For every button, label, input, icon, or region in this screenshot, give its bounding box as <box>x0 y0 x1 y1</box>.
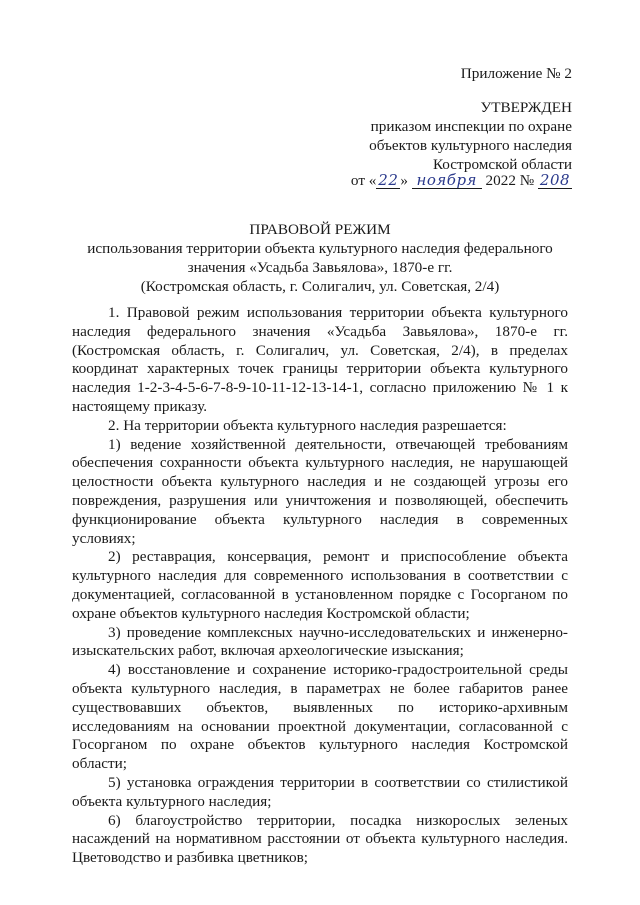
p1-line: наследия федерального значения «Усадьба Завьялова», 1870-е гг. <box>72 322 568 340</box>
item-line: изыскательских работ, включая археологические изыскания; <box>72 642 464 660</box>
list-item-6 <box>72 812 568 868</box>
p2-line: 2. На территории объекта культурного наследия разрешается: <box>108 416 507 434</box>
date-mid: » <box>400 172 408 189</box>
item-line: условиях; <box>72 529 136 547</box>
item-line: 2) реставрация, консервация, ремонт и приспособление объекта <box>108 548 568 566</box>
p1-line: 1. Правовой режим использования территории объекта культурного <box>108 304 568 321</box>
item-line: Госорганом по охране объектов культурного наследия Костромской <box>72 736 568 754</box>
item-line: объекта культурного наследия; <box>72 792 272 810</box>
item-line: функционирование объекта культурного наследия в современных <box>72 510 568 528</box>
approved-label <box>480 98 572 117</box>
date-prefix: от « <box>350 172 377 189</box>
order-number-handwritten: 208 <box>539 171 571 189</box>
item-line: Цветоводство и разбивка цветников; <box>72 849 309 867</box>
p1-line: (Костромская область, г. Солигалич, ул. Советская, 2/4), в пределах <box>72 341 568 359</box>
item-line: исследованиям на основании проектной документации, согласованной с <box>72 717 568 735</box>
item-line: целостности объекта культурного наследия и не создающей угрозы его <box>72 473 568 491</box>
item-line: существовавших объектов, выявленных по историко-архивным <box>72 698 568 716</box>
item-line: 6) благоустройство территории, посадка низкорослых зеленых <box>108 811 568 829</box>
p1-line: наследия 1-2-3-4-5-6-7-8-9-10-11-12-13-14-1, согласно приложению № 1 к <box>72 379 568 397</box>
p1-line: координат характерных точек границы территории объекта культурного <box>72 360 568 378</box>
item-line: документацией, согласованной в установленном порядке с Госорганом по <box>72 585 568 603</box>
item-line: 5) установка ограждения территории в соответствии со стилистикой <box>108 773 568 791</box>
date-month-handwritten: ноября <box>412 172 482 189</box>
list-item-4 <box>72 661 568 774</box>
appendix-label <box>461 64 572 83</box>
item-line: охране объектов культурного наследия Костромской области; <box>72 604 470 622</box>
paragraph-2 <box>72 417 568 436</box>
item-line: 3) проведение комплексных научно-исследовательских и инженерно- <box>108 623 568 641</box>
order-reference <box>369 117 572 174</box>
list-item-2 <box>72 548 568 623</box>
approved-text: УТВЕРЖДЕН <box>480 99 572 116</box>
p1-line: настоящему приказу. <box>72 397 208 415</box>
list-item-1 <box>72 436 568 549</box>
title-line-3: (Костромская область, г. Солигалич, ул. Советская, 2/4) <box>140 278 500 295</box>
paragraph-1 <box>72 304 568 417</box>
order-line-2: объектов культурного наследия <box>369 137 572 154</box>
item-line: 4) восстановление и сохранение историко-градостроительной среды <box>108 661 568 679</box>
item-line: 1) ведение хозяйственной деятельности, отвечающей требованиям <box>108 435 568 453</box>
item-line: области; <box>72 755 127 773</box>
title-line-1: использования территории объекта культурного наследия федерального <box>87 240 553 257</box>
title-heading: ПРАВОВОЙ РЕЖИМ <box>249 221 391 238</box>
order-line-3: Костромской области <box>432 156 572 173</box>
order-line-1: приказом инспекции по охране <box>370 118 572 135</box>
list-item-5 <box>72 774 568 812</box>
item-line: обеспечения сохранности объекта культурного наследия, не нарушающей <box>72 454 568 472</box>
date-day-handwritten: 22 <box>378 171 399 189</box>
title-line-2: значения «Усадьба Завьялова», 1870-е гг. <box>187 259 453 276</box>
list-item-3 <box>72 624 568 662</box>
appendix-text: Приложение № 2 <box>460 65 572 82</box>
document-body <box>72 304 568 868</box>
item-line: насаждений на нормативном расстоянии от объекта культурного наследия. <box>72 830 568 848</box>
order-date-line <box>351 171 572 190</box>
item-line: повреждения, разрушения или уничтожения и позволяющей, обеспечить <box>72 491 568 509</box>
document-title <box>60 220 580 296</box>
item-line: культурного наследия для современного использования в соответствии с <box>72 567 568 585</box>
date-year: 2022 № <box>485 172 535 189</box>
item-line: объекта культурного наследия, в параметрах не более габаритов ранее <box>72 679 568 697</box>
